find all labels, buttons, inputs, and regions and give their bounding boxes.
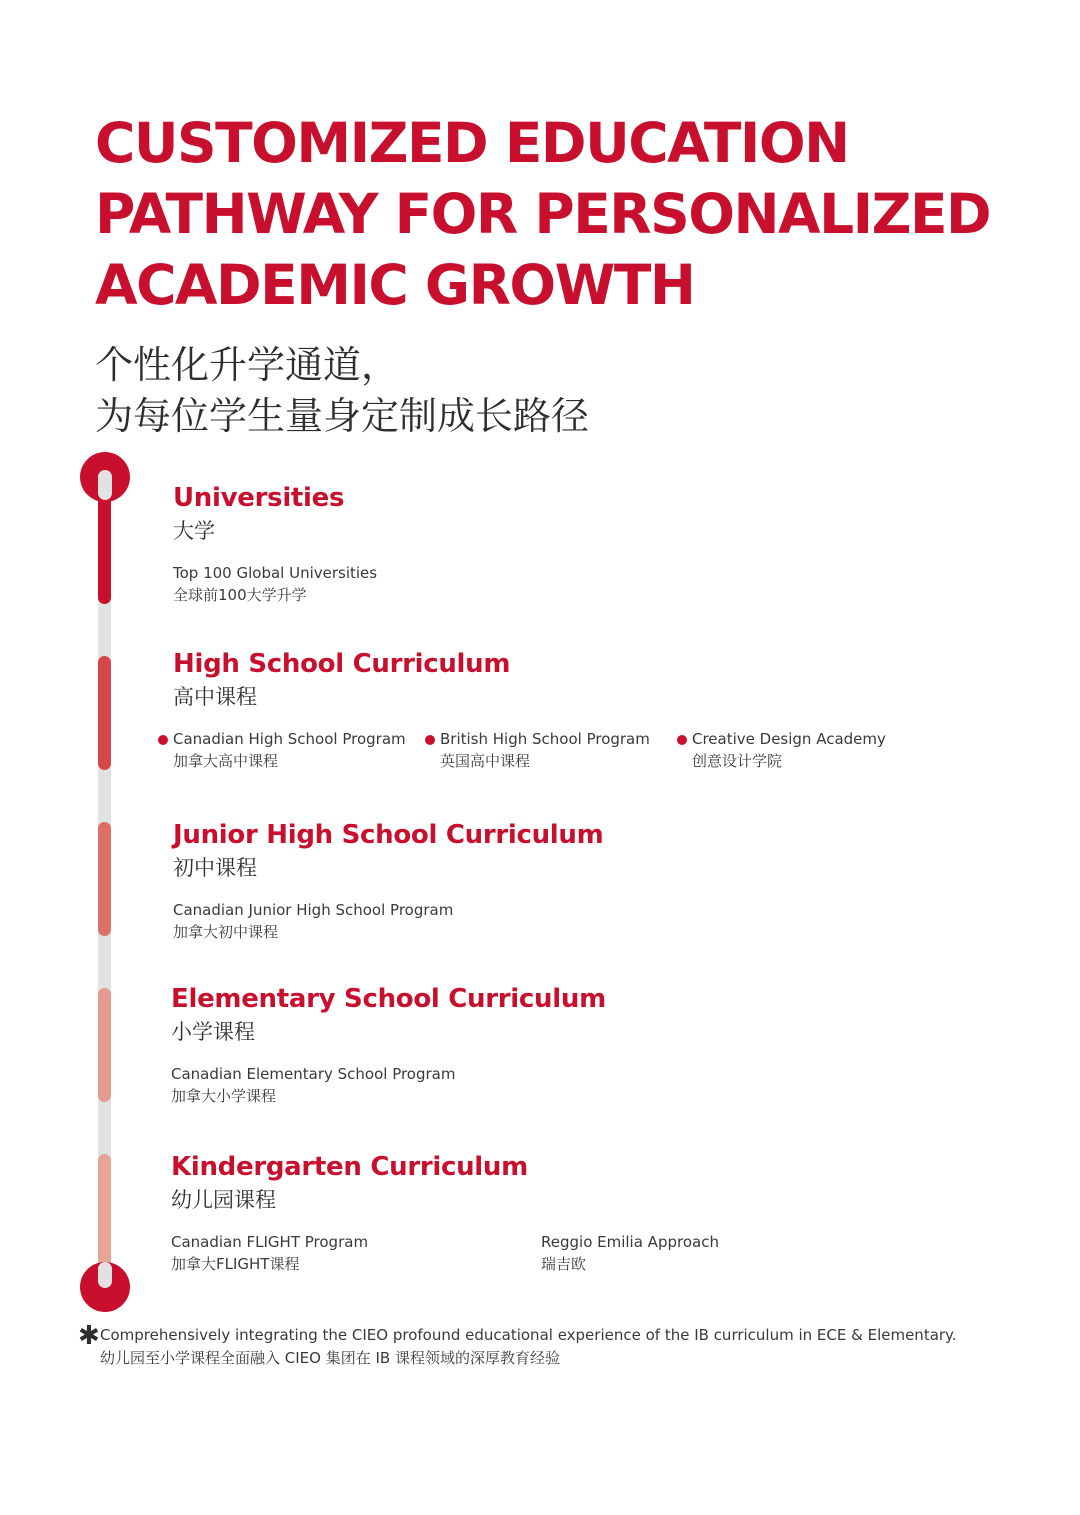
list-item: [171, 1231, 368, 1275]
list-item: [692, 728, 886, 772]
section-title-zh: 小学课程: [171, 1020, 255, 1044]
list-item: [173, 728, 406, 772]
list-item: [171, 1063, 455, 1107]
timeline-segment-high-school: [98, 656, 111, 770]
title-line: PATHWAY FOR PERSONALIZED: [95, 182, 991, 246]
section-title: High School Curriculum: [173, 649, 511, 679]
section-title-zh: 高中课程: [173, 685, 257, 709]
timeline-segment-elementary: [98, 988, 111, 1102]
item-label: Top 100 Global Universities: [173, 564, 378, 582]
section-items: [173, 899, 603, 949]
page-title: [95, 108, 1035, 321]
item-label: Creative Design Academy: [692, 730, 886, 748]
list-item: [440, 728, 650, 772]
item-label: Canadian Elementary School Program: [171, 1065, 456, 1083]
title-line: ACADEMIC GROWTH: [95, 253, 695, 317]
timeline-start-cap: [80, 452, 130, 502]
item-label-zh: 加拿大FLIGHT课程: [171, 1255, 300, 1273]
section-title-zh: 幼儿园课程: [171, 1188, 276, 1212]
item-label: Canadian High School Program: [173, 730, 406, 748]
item-label-zh: 英国高中课程: [440, 752, 531, 770]
list-item: [173, 899, 453, 943]
title-line: CUSTOMIZED EDUCATION: [95, 111, 849, 175]
timeline-end-cap: [80, 1262, 130, 1312]
timeline-segment-universities: [98, 490, 111, 604]
item-label-zh: 创意设计学院: [692, 752, 783, 770]
bullet-dot: [425, 735, 435, 745]
timeline-segment-kindergarten: [98, 1154, 111, 1268]
item-label: Canadian Junior High School Program: [173, 901, 454, 919]
item-label-zh: 加拿大小学课程: [171, 1087, 277, 1105]
footnote-text: Comprehensively integrating the CIEO profound educational experience of the IB curriculum in ECE & Elementary.: [100, 1326, 957, 1344]
section-title: Junior High School Curriculum: [173, 820, 604, 850]
footnote-text-zh: 幼儿园至小学课程全面融入 CIEO 集团在 IB 课程领域的深厚教育经验: [100, 1349, 560, 1367]
item-label: Canadian FLIGHT Program: [171, 1233, 369, 1251]
section-high-school: [173, 648, 886, 778]
section-junior-high: [173, 819, 603, 949]
section-elementary: [171, 983, 606, 1113]
bullet-dot: [158, 735, 168, 745]
page-subtitle: [95, 340, 589, 442]
item-label-zh: 瑞吉欧: [541, 1255, 587, 1273]
section-title-zh: 初中课程: [173, 856, 257, 880]
section-title: Universities: [173, 483, 345, 513]
list-item: [541, 1231, 719, 1275]
section-title-zh: 大学: [173, 519, 215, 543]
item-label: Reggio Emilia Approach: [541, 1233, 719, 1251]
bullet-dot: [677, 735, 687, 745]
section-universities: [173, 482, 378, 612]
list-item: [173, 562, 377, 606]
section-title: Elementary School Curriculum: [171, 984, 606, 1014]
asterisk-icon: ✱: [78, 1321, 100, 1351]
item-label-zh: 加拿大初中课程: [173, 923, 279, 941]
timeline-segment-junior-high: [98, 822, 111, 936]
section-items: [171, 1231, 719, 1281]
section-items: [173, 562, 378, 612]
item-label-zh: 加拿大高中课程: [173, 752, 279, 770]
footnote: [78, 1321, 1038, 1370]
section-title: Kindergarten Curriculum: [171, 1152, 528, 1182]
subtitle-line: 个性化升学通道，: [95, 343, 400, 387]
section-items: [171, 1063, 606, 1113]
section-items: [173, 728, 886, 778]
section-kindergarten: [171, 1151, 719, 1281]
item-label-zh: 全球前100大学升学: [173, 586, 307, 604]
item-label: British High School Program: [440, 730, 650, 748]
subtitle-line: 为每位学生量身定制成长路径: [95, 394, 590, 438]
